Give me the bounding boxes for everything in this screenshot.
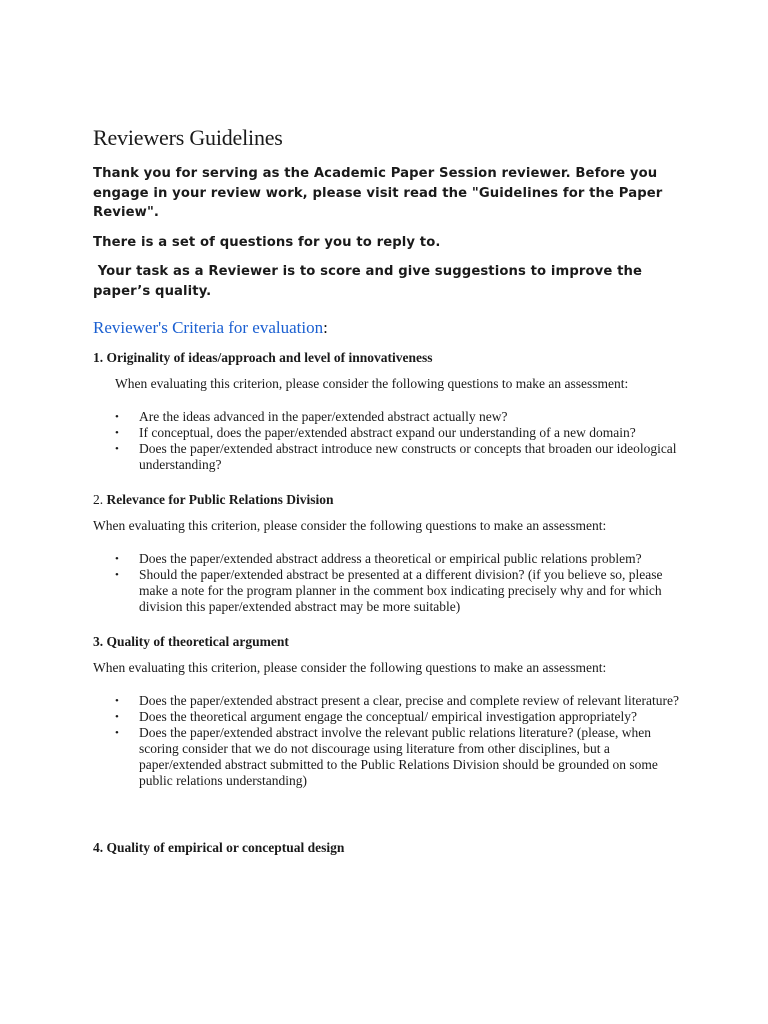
list-item — [93, 425, 683, 441]
criteria-heading-colon: : — [323, 318, 328, 337]
question-list — [93, 409, 683, 473]
intro-paragraph-2: There is a set of questions for you to reply to. — [93, 234, 441, 250]
criterion-heading — [93, 349, 683, 366]
criterion-lead: When evaluating this criterion, please consider the following questions to make an assessment: — [115, 376, 629, 391]
list-item — [93, 441, 683, 473]
criterion-section-2 — [93, 491, 683, 615]
criterion-heading — [93, 491, 683, 508]
intro-paragraph-3: Your task as a Reviewer is to score and give suggestions to improve the paper’s quality. — [93, 264, 647, 299]
list-item — [93, 693, 683, 709]
criterion-section-3 — [93, 633, 683, 789]
criterion-heading — [93, 839, 683, 856]
criterion-number: 2. — [93, 492, 104, 507]
bullet-icon: • — [115, 569, 119, 581]
list-item — [93, 725, 683, 789]
criterion-lead: When evaluating this criterion, please consider the following questions to make an assessment: — [93, 660, 607, 675]
criterion-section-4 — [93, 839, 683, 856]
criterion-heading — [93, 633, 683, 650]
criterion-number: 1. — [93, 350, 104, 365]
question-text: Are the ideas advanced in the paper/extended abstract actually new? — [139, 409, 508, 424]
bullet-icon: • — [115, 695, 119, 707]
criteria-heading — [93, 317, 683, 339]
bullet-icon: • — [115, 553, 119, 565]
bullet-icon: • — [115, 427, 119, 439]
bullet-icon: • — [115, 711, 119, 723]
question-text: Does the theoretical argument engage the conceptual/ empirical investigation appropriately? — [139, 709, 637, 724]
intro-paragraph-1: Thank you for serving as the Academic Paper Session reviewer. Before you engage in your review work, please visit read the "Guidelines for the Paper Review". — [93, 166, 663, 220]
question-text: If conceptual, does the paper/extended abstract expand our understanding of a new domain? — [139, 425, 636, 440]
question-list — [93, 693, 683, 789]
list-item — [93, 551, 683, 567]
bullet-icon: • — [115, 411, 119, 423]
bullet-icon: • — [115, 727, 119, 739]
question-text: Does the paper/extended abstract address a theoretical or empirical public relations problem? — [139, 551, 642, 566]
criterion-number: 4. — [93, 840, 104, 855]
criterion-title: Quality of empirical or conceptual design — [106, 840, 345, 855]
question-text: Does the paper/extended abstract introduce new constructs or concepts that broaden our ideological understanding? — [139, 441, 677, 472]
list-item — [93, 409, 683, 425]
criteria-heading-link[interactable]: Reviewer's Criteria for evaluation — [93, 318, 324, 337]
criterion-title: Relevance for Public Relations Division — [106, 492, 334, 507]
bullet-icon: • — [115, 443, 119, 455]
list-item — [93, 709, 683, 725]
criterion-number: 3. — [93, 634, 104, 649]
list-item — [93, 567, 683, 615]
criterion-title: Originality of ideas/approach and level of innovativeness — [106, 350, 433, 365]
document-page — [93, 124, 683, 856]
criterion-section-1 — [93, 349, 683, 473]
criterion-title: Quality of theoretical argument — [106, 634, 289, 649]
question-text: Does the paper/extended abstract involve the relevant public relations literature? (please, when scoring consider that we do not discourage using literature from other disciplines, but a paper/extended abstract submitted to the Public Relations Division should be grounded on some public relations understanding) — [139, 725, 658, 788]
criterion-lead: When evaluating this criterion, please consider the following questions to make an assessment: — [93, 518, 607, 533]
question-text: Should the paper/extended abstract be presented at a different division? (if you believe so, please make a note for the program planner in the comment box indicating precisely why and for which division this paper/extended abstract may be more suitable) — [139, 567, 663, 614]
page-title: Reviewers Guidelines — [93, 125, 283, 150]
question-list — [93, 551, 683, 615]
question-text: Does the paper/extended abstract present a clear, precise and complete review of relevant literature? — [139, 693, 679, 708]
